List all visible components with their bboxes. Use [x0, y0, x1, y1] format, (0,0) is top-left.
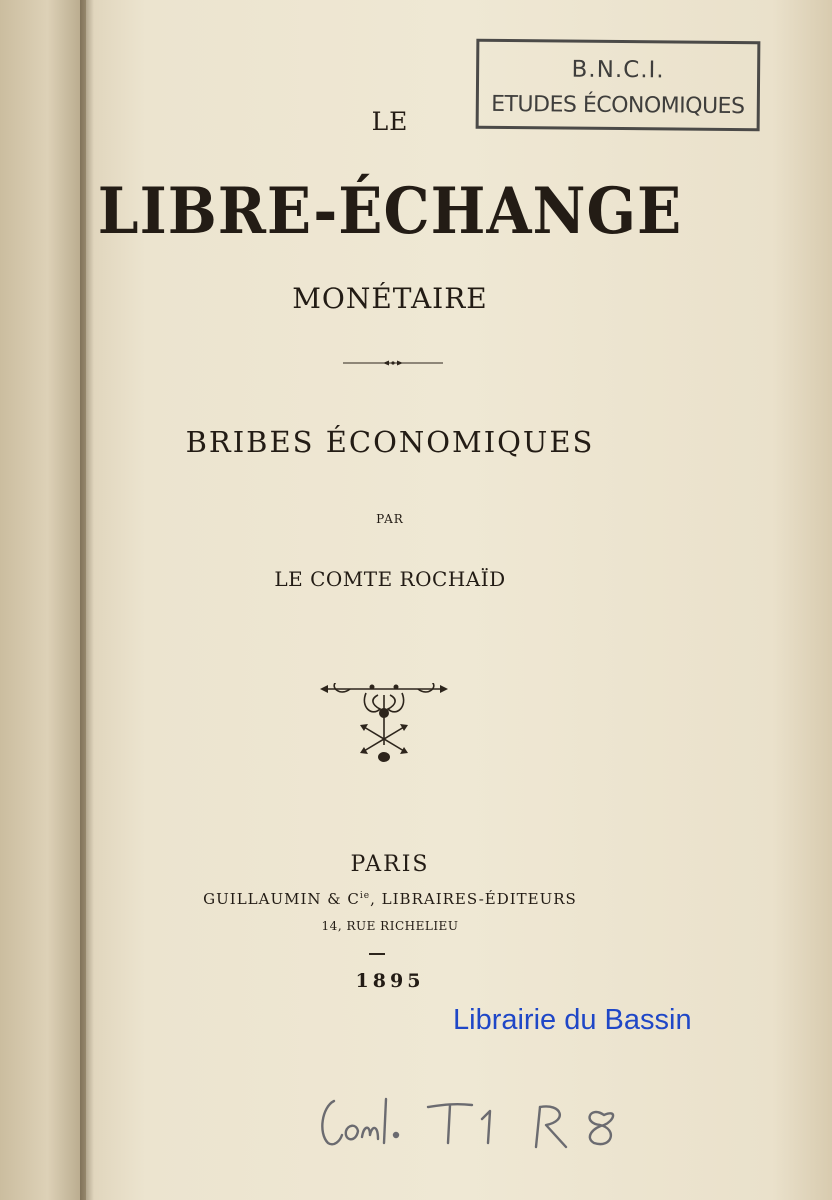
main-title: LIBRE-ÉCHANGE	[97, 173, 683, 249]
handwritten-shelfmark	[312, 1085, 642, 1165]
imprint-year: 1895	[355, 970, 425, 992]
seller-watermark: Librairie du Bassin	[453, 1004, 692, 1036]
title-article: LE	[371, 107, 409, 136]
imprint-publisher: GUILLAUMIN & $C^{ie}$, LIBRAIRES-ÉDITEURS	[203, 890, 577, 908]
imprint-city: PARIS	[350, 852, 430, 877]
printers-ornament	[320, 683, 448, 765]
imprint-dash	[369, 953, 385, 955]
decorative-rule	[343, 360, 443, 366]
byline-par: PAR	[376, 512, 404, 526]
stamp-line-1: B.N.C.I.	[571, 56, 665, 84]
stamp-line-2: ETUDES ÉCONOMIQUES	[491, 91, 745, 120]
imprint-address: 14, RUE RICHELIEU	[321, 919, 459, 933]
author-name: LE COMTE ROCHAÏD	[274, 567, 506, 591]
title-subline: MONÉTAIRE	[292, 282, 488, 315]
subtitle: BRIBES ÉCONOMIQUES	[185, 425, 595, 459]
